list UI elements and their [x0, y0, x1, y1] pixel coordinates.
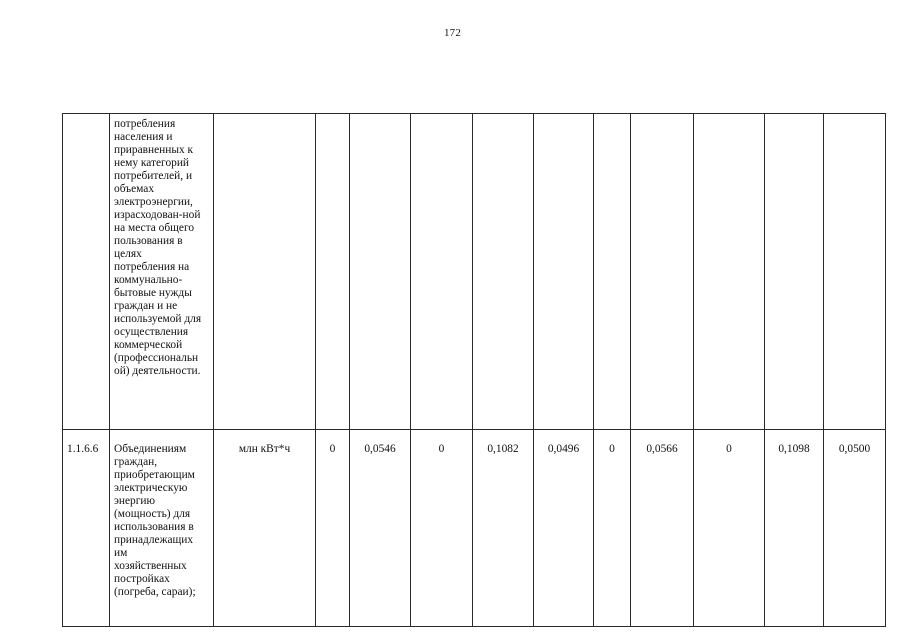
value-cell: 0: [316, 430, 350, 627]
value-cell: [765, 114, 824, 430]
name-line: Объединениям: [114, 443, 187, 455]
row-unit-cell: [214, 114, 316, 430]
name-line: энергию: [114, 495, 156, 507]
name-line: им: [114, 547, 128, 559]
name-line: осуществления: [114, 326, 189, 338]
value-cell: 0: [694, 430, 765, 627]
name-line: граждан,: [114, 456, 158, 468]
value-cell: 0: [594, 430, 631, 627]
value-cell: [594, 114, 631, 430]
name-line: используемой для: [114, 313, 202, 325]
name-line: приравненных к: [114, 144, 194, 156]
row-unit-cell: млн кВт*ч: [214, 430, 316, 627]
value-cell: [316, 114, 350, 430]
table-row: [63, 430, 886, 627]
value-cell: 0,0496: [534, 430, 594, 627]
value-cell: [350, 114, 411, 430]
name-line: (мощность) для: [114, 508, 191, 520]
value-cell: [694, 114, 765, 430]
value-cell: 0,1082: [473, 430, 534, 627]
name-line: на места общего: [114, 222, 195, 234]
value-cell: [411, 114, 473, 430]
value-cell: 0,0566: [631, 430, 694, 627]
name-line: электрическую: [114, 482, 188, 494]
value-cell: [631, 114, 694, 430]
row-name-cell: [110, 430, 214, 627]
name-line: использования в: [114, 521, 194, 533]
name-line: израсходован-ной: [114, 209, 201, 221]
value-cell: 0,0546: [350, 430, 411, 627]
name-line: (погреба, сараи);: [114, 586, 196, 598]
page-number: 172: [443, 27, 462, 39]
name-line: коммерческой: [114, 339, 183, 351]
row-name-cell: [110, 114, 214, 430]
name-line: постройках: [114, 573, 170, 585]
name-line: ой) деятельности.: [114, 365, 201, 377]
name-line: бытовые нужды: [114, 287, 192, 299]
name-line: населения и: [114, 131, 173, 143]
value-cell: [473, 114, 534, 430]
name-line: нему категорий: [114, 157, 190, 169]
row-code-cell: [63, 114, 110, 430]
tariff-volume-table: [62, 113, 886, 627]
table-row: [63, 114, 886, 430]
name-line: коммунально-: [114, 274, 183, 286]
name-line: потребления на: [114, 261, 190, 273]
name-line: пользования в: [114, 235, 183, 247]
name-line: потребления: [114, 118, 176, 130]
name-line: объемах: [114, 183, 155, 195]
value-cell: 0,1098: [765, 430, 824, 627]
name-line: принадлежащих: [114, 534, 194, 546]
value-cell: [824, 114, 886, 430]
name-line: хозяйственных: [114, 560, 187, 572]
name-line: электроэнергии,: [114, 196, 193, 208]
name-line: потребителей, и: [114, 170, 193, 182]
name-line: приобретающим: [114, 469, 195, 481]
name-line: целях: [114, 248, 142, 260]
name-line: (профессиональн: [114, 352, 199, 364]
value-cell: [534, 114, 594, 430]
value-cell: 0,0500: [824, 430, 886, 627]
value-cell: 0: [411, 430, 473, 627]
row-code-cell: 1.1.6.6: [63, 430, 110, 627]
name-line: граждан и не: [114, 300, 178, 312]
